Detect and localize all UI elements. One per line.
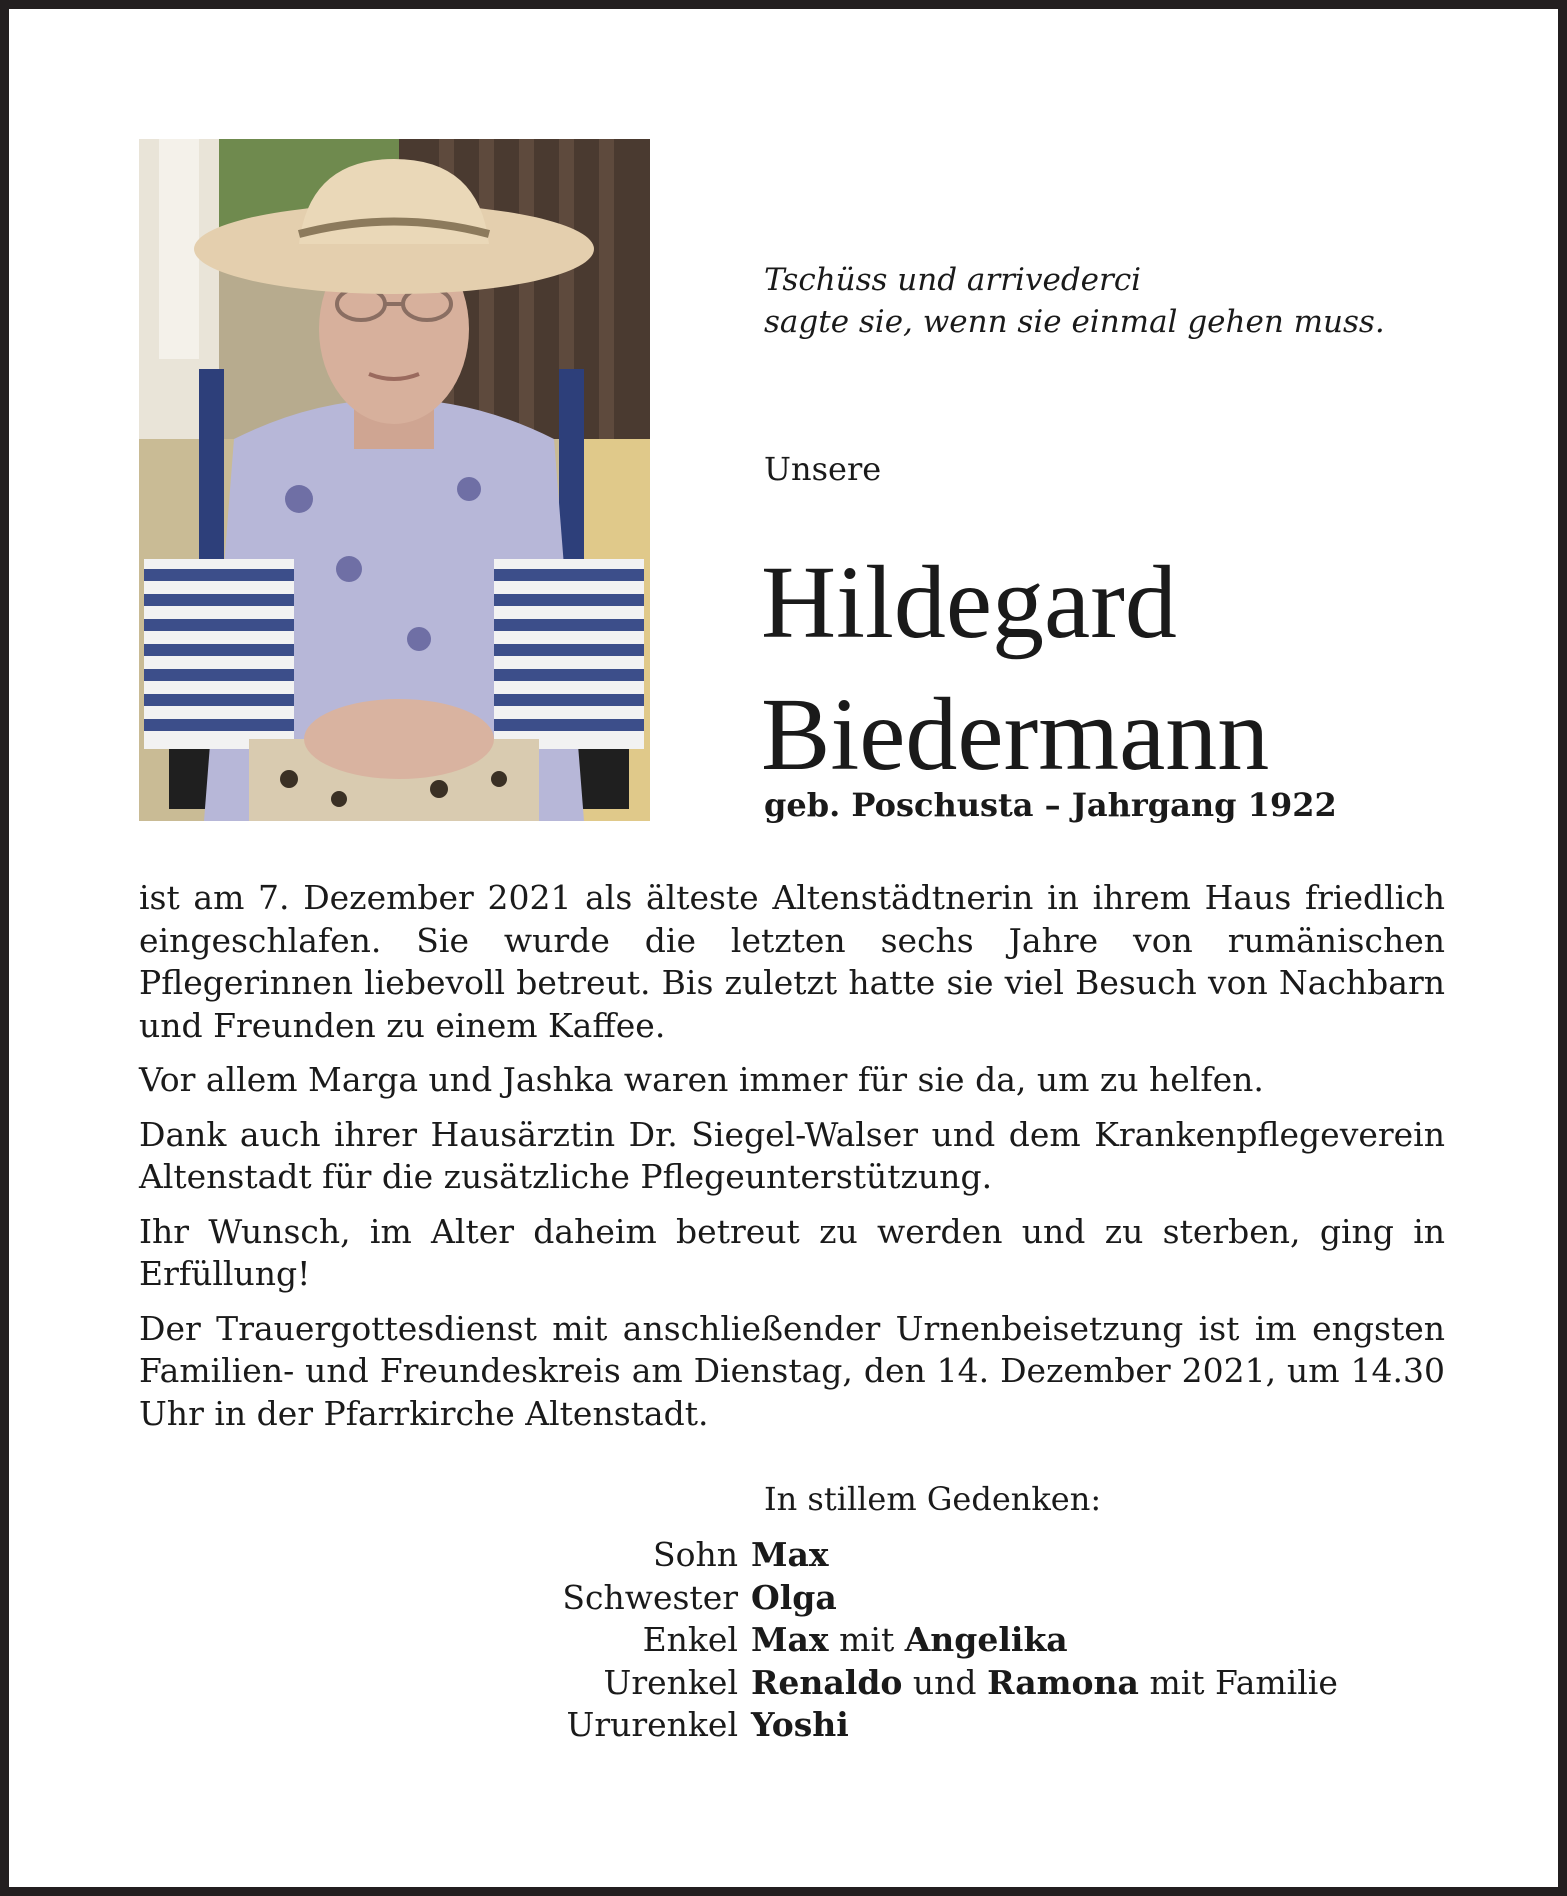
memory-heading: In stillem Gedenken: [764,1480,1102,1518]
body-paragraph-1: ist am 7. Dezember 2021 als älteste Altenstädtnerin in ihrem Haus friedlich eingeschlafen. Sie wurde die letzten sechs Jahre von rumänischen Pflegerinnen liebevoll betreut. Bis zuletzt hatte sie viel Besuch von Nachbarn und Freunden zu einem Kaffee. [139,878,1445,1045]
relative-name: Angelika [904,1620,1068,1659]
portrait-photo [139,139,650,821]
quote-line-2: sagte sie, wenn sie einmal gehen muss. [764,304,1385,340]
quote [764,259,1464,343]
relative-names [751,1619,1529,1662]
relation-label: Schwester [562,1577,738,1617]
relation-label: Sohn [653,1535,738,1574]
family-row-son [429,1534,1529,1577]
relation-label: Ururenkel [566,1705,738,1744]
intro-word: Unsere [764,450,882,488]
body-paragraph-3: Dank auch ihrer Hausärztin Dr. Siegel-Walser und dem Krankenpflegeverein Altenstadt für die zusätzliche Pflegeunterstützung. [139,1114,1445,1196]
relative-names [751,1577,1529,1620]
relative-names [751,1534,1529,1577]
relation-label: Urenkel [603,1662,738,1702]
relative-name: Renaldo [751,1662,903,1702]
last-name: Biedermann [761,677,1270,792]
first-name: Hildegard [761,545,1177,660]
connector-word: und [912,1662,977,1702]
relative-name: Yoshi [751,1705,849,1744]
family-row-grandchild [429,1619,1529,1662]
body-paragraph-5: Der Trauergottesdienst mit anschließender Urnenbeisetzung ist im engsten Familien- und Freundeskreis am Dienstag, den 14. Dezember 2021, um 14.30 Uhr in der Pfarrkirche Altenstadt. [139,1308,1445,1433]
body-paragraph-4: Ihr Wunsch, im Alter daheim betreut zu werden und zu sterben, ging in Erfüllung! [139,1211,1445,1293]
relative-names [751,1704,1529,1747]
family-row-great-grandchild [429,1662,1529,1705]
body-paragraph-2: Vor allem Marga und Jashka waren immer für sie da, um zu helfen. [139,1060,1264,1099]
relative-name: Ramona [987,1662,1139,1702]
quote-line-1: Tschüss und arrivederci [764,262,1142,298]
obituary-body [139,877,1445,1447]
relative-names [751,1662,1529,1705]
family-list [429,1534,1529,1747]
family-row-sister [429,1577,1529,1620]
birth-details: geb. Poschusta – Jahrgang 1922 [764,786,1337,824]
relative-name: Max [751,1535,829,1574]
portrait-image [139,139,650,821]
connector-word: mit [839,1620,895,1659]
deceased-name [761,537,1521,801]
relative-name: Max [751,1620,829,1659]
relative-name: Olga [751,1577,837,1617]
connector-word: mit Familie [1149,1662,1338,1702]
family-row-great-great-grandchild [429,1704,1529,1747]
relation-label: Enkel [642,1620,738,1659]
